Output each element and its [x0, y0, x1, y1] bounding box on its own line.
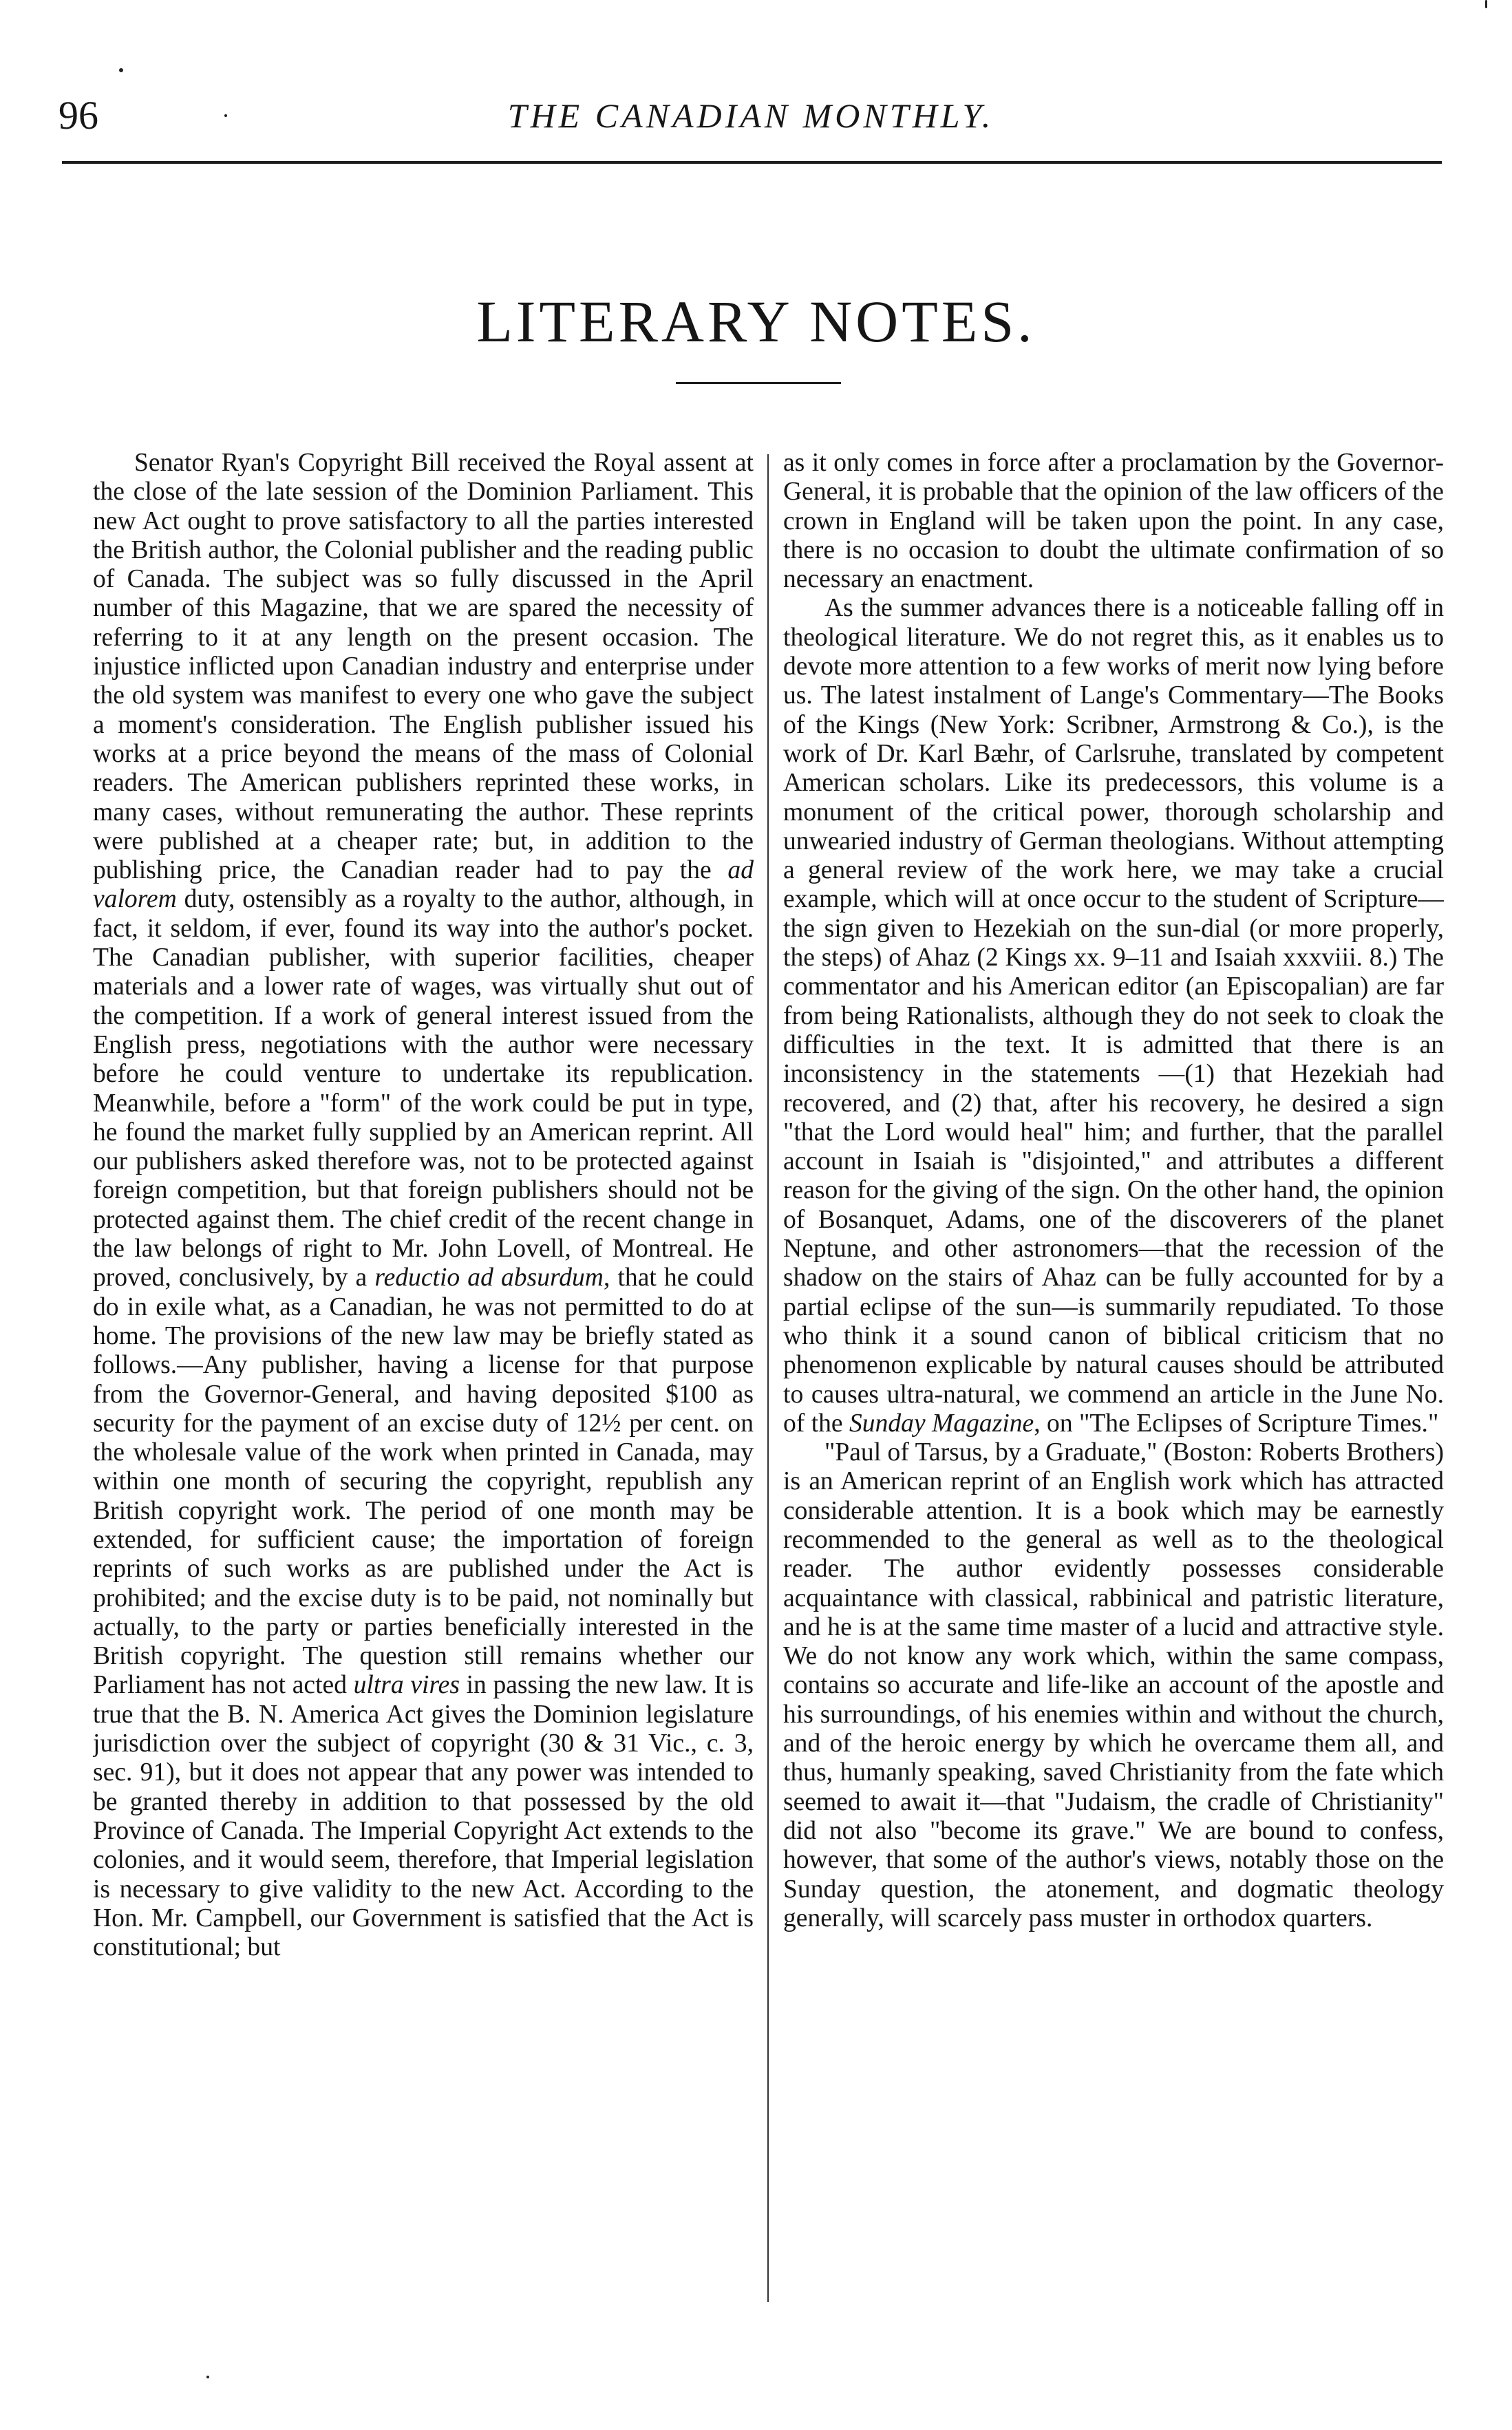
section-title: LITERARY NOTES.: [476, 288, 1036, 354]
text-segment: As the summer advances there is a noticeable falling off in theological literature. We do not regret this, as it enables us to devote more attention to a few works of merit now lying before us. The latest instalment of Lange's Commentary—The Books of the Kings (New York: Scribner, Armstrong & Co.), is the work of Dr. Karl Bæhr, of Carlsruhe, translated by competent American scholars. Like its predecessors, this volume is a monument of the critical power, thorough scholarship and unwearied industry of German theologians. Without attempting a general review of the work here, we may take a crucial example, which will at once occur to the student of Scripture—the sign given to Hezekiah on the sun-dial (or more properly, the steps) of Ahaz (2 Kings xx. 9–11 and Isaiah xxxviii. 8.) The commentator and his American editor (an Episcopalian) are far from being Rationalists, although they do not seek to cloak the difficulties in the text. It is admitted that there is an inconsistency in the statements —(1) that Hezekiah had recovered, and (2) that, after his recovery, he desired a sign "that the Lord would heal" him; and further, that the parallel account in Isaiah is "disjointed," and attributes a different reason for the giving of the sign. On the other hand, the opinion of Bosanquet, Adams, one of the discoverers of the planet Neptune, and other astronomers—that the recession of the shadow on the stairs of Ahaz can be fully accounted for by a partial eclipse of the sun—is summarily repudiated. To those who think it a sound canon of biblical criticism that no phenomenon explicable by natural causes should be attributed to causes ultra-natural, we commend an article in the June No. of the: [783, 594, 1444, 1438]
italic-phrase: ad valorem: [93, 856, 754, 914]
header-rule: [62, 161, 1442, 164]
text-segment: , that he could do in exile what, as a Canadian, he was not permitted to do at home. The provisions of the new law may be briefly stated as follows.—Any publisher, having a license for that purpose from the Governor-General, and having deposited $100 as security for the payment of an excise duty of 12½ per cent. on the wholesale value of the work when printed in Canada, may within one month of securing the copyright, republish any British copyright work. The period of one month may be extended, for sufficient cause; the importation of foreign reprints of such works as are published under the Act is prohibited; and the excise duty is to be paid, not nominally but actually, to the party or parties beneficially interested in the British copyright. The question still remains whether our Parliament has not acted: [93, 1264, 754, 1700]
page-number: 96: [58, 93, 98, 138]
copyright-bill-paragraph: [93, 449, 754, 1962]
italic-phrase: Sunday Magazine: [849, 1409, 1034, 1438]
paul-of-tarsus-paragraph: "Paul of Tarsus, by a Graduate," (Boston: Roberts Brothers) is an American reprint of an English work which has attracted considerable attention. It is a book which may be earnestly recommended to the general as well as to the theological reader. The author evidently possesses considerable acquaintance with classical, rabbinical and patristic literature, and he is at the same time master of a lucid and attractive style. We do not know any work which, within the same compass, contains so accurate and life-like an account of the apostle and his surroundings, of his enemies within and without the church, and of the heroic energy by which he overcame them all, and thus, humanly speaking, saved Christianity from the fate which seemed to await it—that "Judaism, the cradle of Christianity" did not also "become its grave." We are bound to confess, however, that some of the author's views, notably those on the Sunday question, the atonement, and dogmatic theology generally, will scarcely pass muster in orthodox quarters.: [783, 1438, 1444, 1932]
text-segment: duty, ostensibly as a royalty to the author, although, in fact, it seldom, if ever, found its way into the author's pocket. The Canadian publisher, with superior facilities, cheaper materials and a lower rate of wages, was virtually shut out of the competition. If a work of general interest issued from the English press, negotiations with the author were necessary before he could venture to undertake its republication. Meanwhile, before a "form" of the work could be put in type, he found the market fully supplied by an American reprint. All our publishers asked therefore was, not to be protected against foreign competition, but that foreign publishers should not be protected against them. The chief credit of the recent change in the law belongs of right to Mr. John Lovell, of Montreal. He proved, conclusively, by a: [93, 885, 754, 1292]
italic-phrase: ultra vires: [353, 1671, 460, 1700]
speck: [206, 2376, 209, 2378]
speck: [119, 68, 123, 72]
continued-paragraph: as it only comes in force after a proclamation by the Governor-General, it is probable that the opinion of the law officers of the crown in England will be taken upon the point. In any case, there is no occasion to doubt the ultimate confirmation of so necessary an enactment.: [783, 449, 1444, 594]
text-segment: , on "The Eclipses of Scripture Times.": [1034, 1409, 1439, 1438]
text-segment: in passing the new law. It is true that the B. N. America Act gives the Dominion legislature jurisdiction over the subject of copyright (30 & 31 Vic., c. 3, sec. 91), but it does not appear that any power was intended to be granted thereby in addition to that possessed by the old Province of Canada. The Imperial Copyright Act extends to the colonies, and it would seem, therefore, that Imperial legislation is necessary to give validity to the new Act. According to the Hon. Mr. Campbell, our Government is satisfied that the Act is constitutional; but: [93, 1671, 754, 1962]
right-column: [783, 449, 1444, 2314]
column-divider: [767, 454, 769, 2302]
journal-title: THE CANADIAN MONTHLY.: [507, 96, 994, 135]
speck: [224, 114, 227, 117]
running-head: [58, 88, 1443, 143]
speck: [1485, 0, 1487, 8]
title-rule: [676, 382, 841, 384]
theological-literature-paragraph: [783, 594, 1444, 1438]
text-segment: Senator Ryan's Copyright Bill received the Royal assent at the close of the late session of the Dominion Parliament. This new Act ought to prove satisfactory to all the parties interested the British author, the Colonial publisher and the reading public of Canada. The subject was so fully discussed in the April number of this Magazine, that we are spared the necessity of referring to it at any length on the present occasion. The injustice inflicted upon Canadian industry and enterprise under the old system was manifest to every one who gave the subject a moment's consideration. The English publisher issued his works at a price beyond the means of the mass of Colonial readers. The American publishers reprinted these works, in many cases, without remunerating the author. These reprints were published at a cheaper rate; but, in addition to the publishing price, the Canadian reader had to pay the: [93, 449, 754, 885]
italic-phrase: reductio ad absurdum: [374, 1264, 604, 1292]
left-column: [93, 449, 754, 2314]
